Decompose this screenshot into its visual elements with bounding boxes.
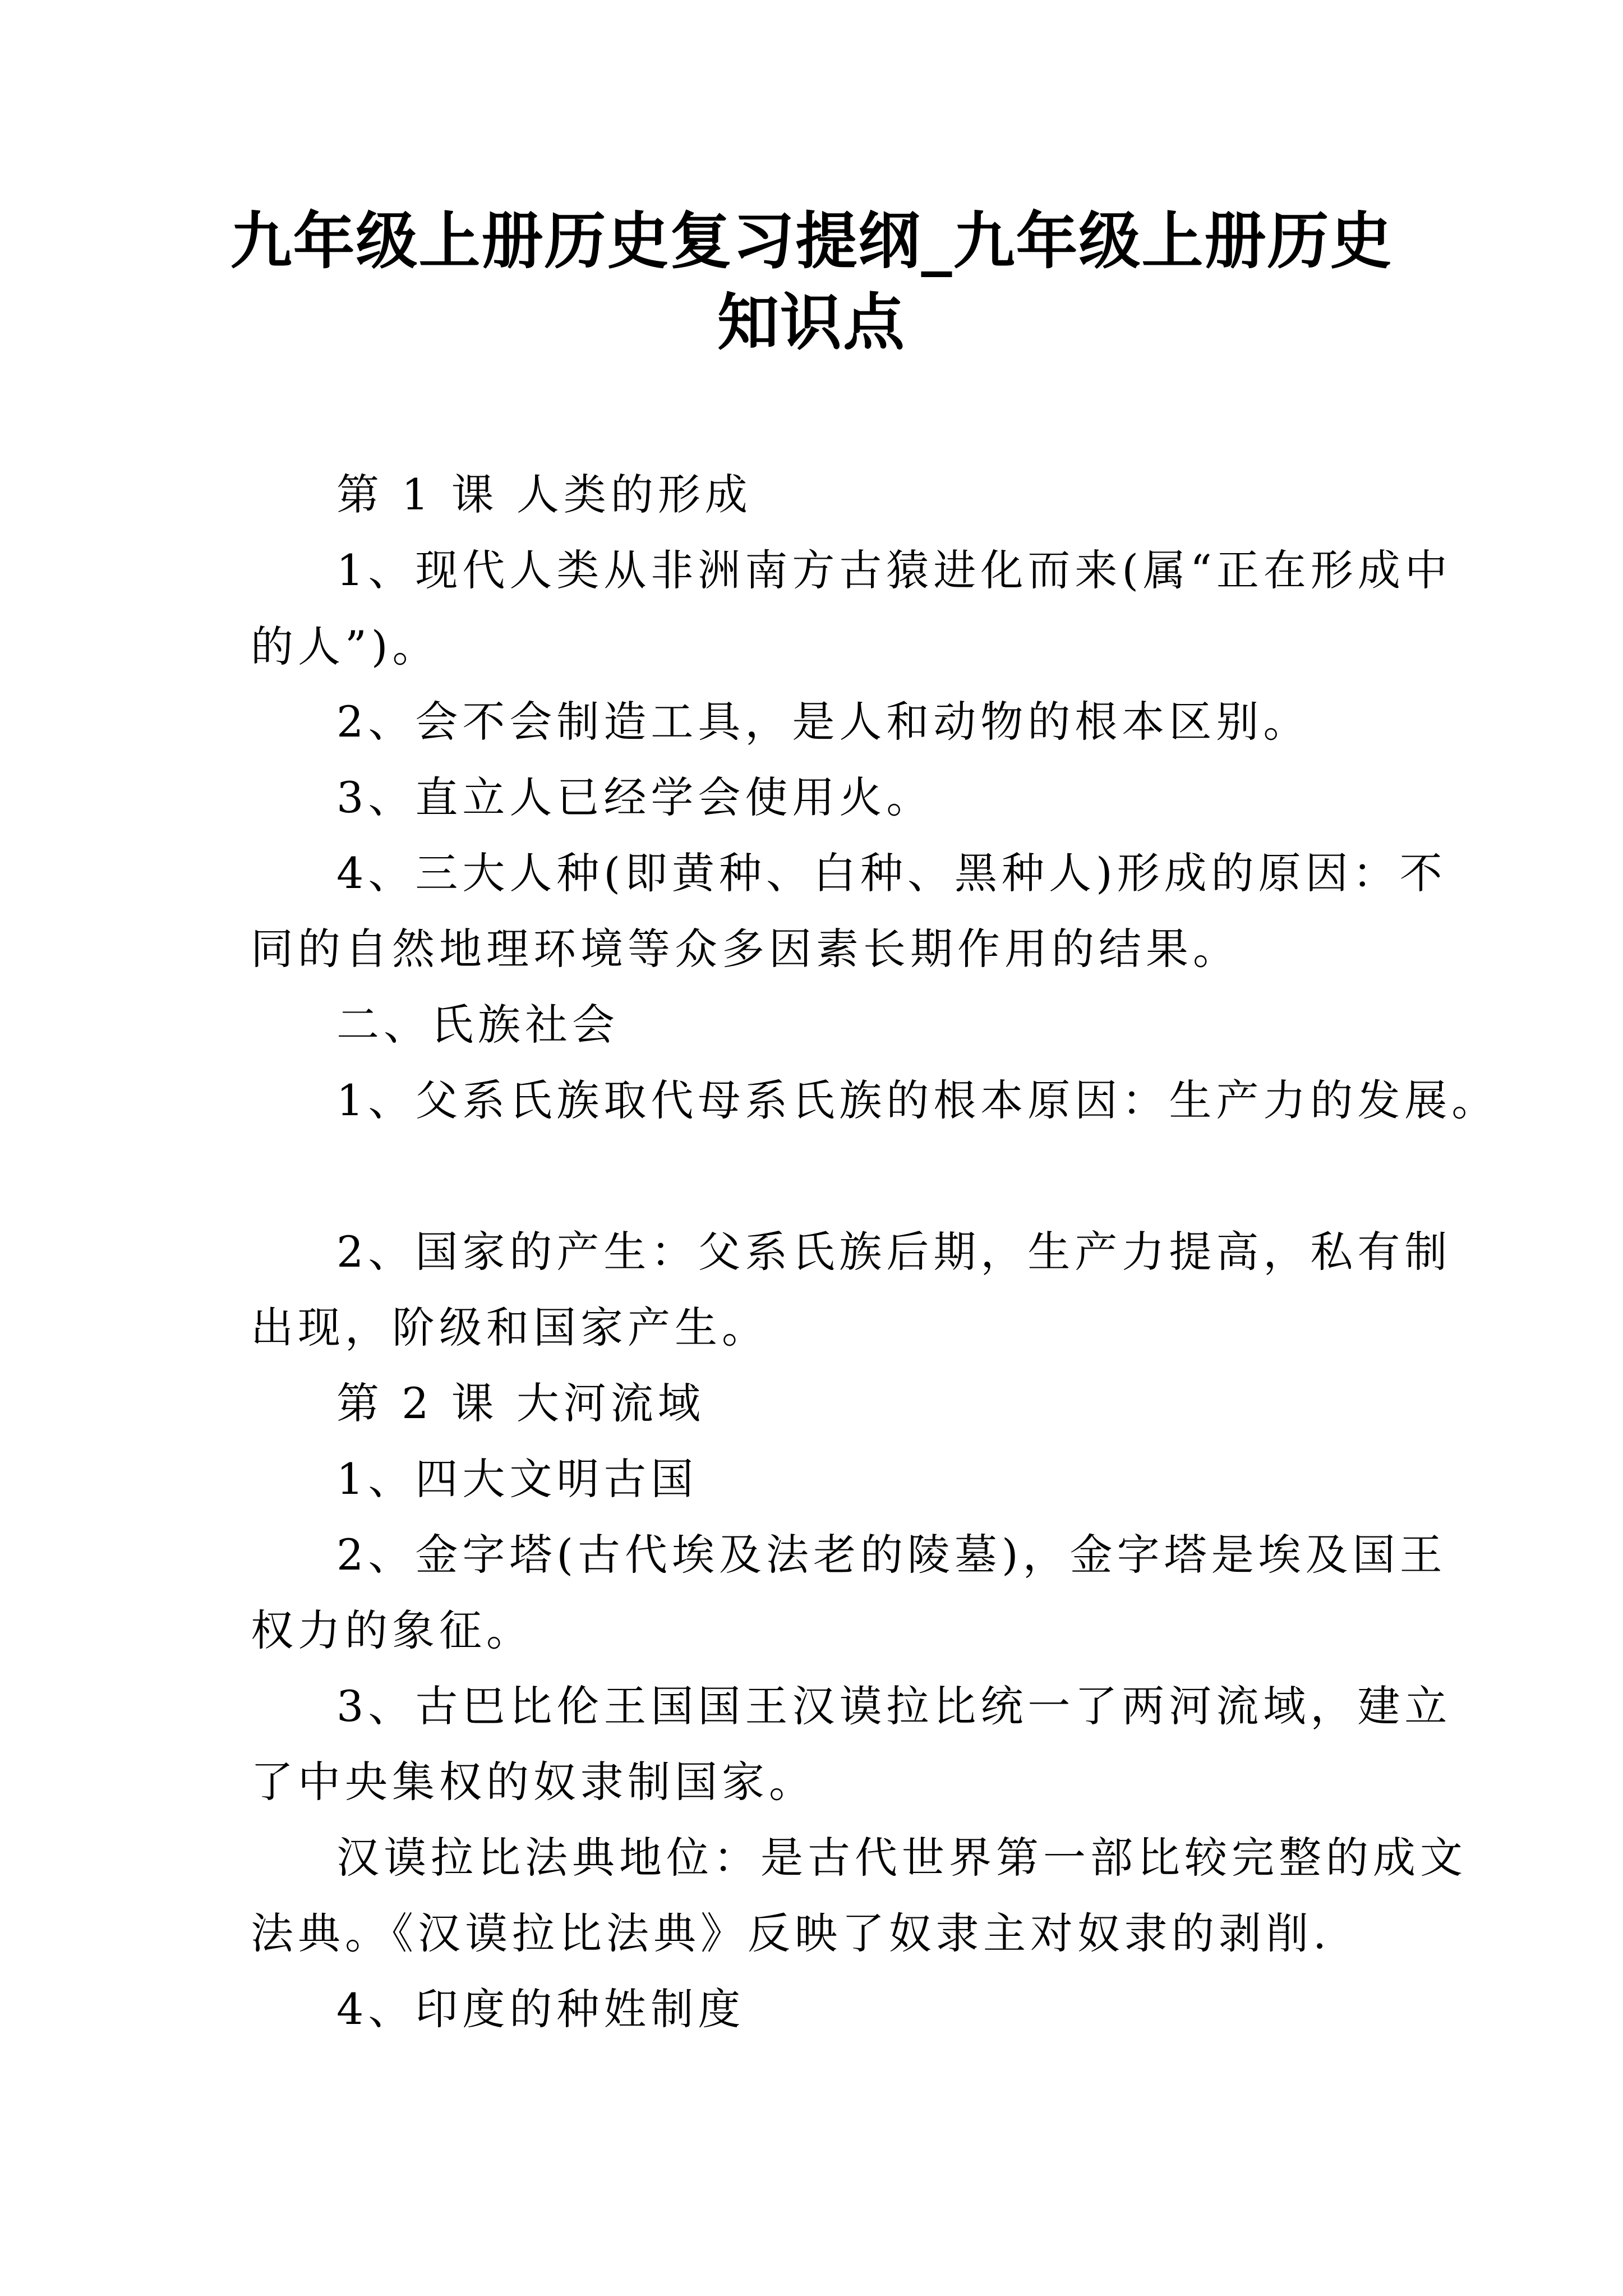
paragraph-line: 权力的象征。 [251,1605,533,1655]
paragraph-line: 汉谟拉比法典地位：是古代世界第一部比较完整的成文 [336,1833,1467,1883]
paragraph-line: 4、印度的种姓制度 [336,1984,745,2034]
lesson-heading: 第 2 课 大河流域 [336,1378,705,1428]
paragraph-line: 2、会不会制造工具，是人和动物的根本区别。 [336,697,1311,747]
paragraph-line: 同的自然地理环境等众多因素长期作用的结果。 [251,924,1240,974]
paragraph-line: 1、现代人类从非洲南方古猿进化而来(属“正在形成中 [336,545,1452,595]
lesson-heading: 第 1 课 人类的形成 [336,470,752,519]
document-title-line-1: 九年级上册历史复习提纲_九年级上册历史 [230,205,1393,277]
paragraph-line: 1、父系氏族取代母系氏族的根本原因：生产力的发展。 [336,1075,1499,1125]
paragraph-line: 1、四大文明古国 [336,1454,698,1504]
paragraph-line: 2、国家的产生：父系氏族后期，生产力提高，私有制 [336,1227,1452,1277]
paragraph-line: 的人”)。 [251,622,440,671]
paragraph-line: 出现，阶级和国家产生。 [251,1303,769,1352]
document-title-line-2: 知识点 [717,286,906,358]
paragraph-line: 了中央集权的奴隶制国家。 [251,1757,816,1807]
paragraph-line: 3、古巴比伦王国国王汉谟拉比统一了两河流域，建立 [336,1681,1452,1731]
paragraph-line: 3、直立人已经学会使用火。 [336,772,934,822]
paragraph-line: 法典。《汉谟拉比法典》反映了奴隶主对奴隶的剥削. [251,1908,1331,1958]
paragraph-line: 4、三大人种(即黄种、白种、黑种人)形成的原因：不 [336,848,1447,898]
section-heading: 二、氏族社会 [336,1000,619,1050]
paragraph-line: 2、金字塔(古代埃及法老的陵墓)，金字塔是埃及国王 [336,1530,1447,1580]
